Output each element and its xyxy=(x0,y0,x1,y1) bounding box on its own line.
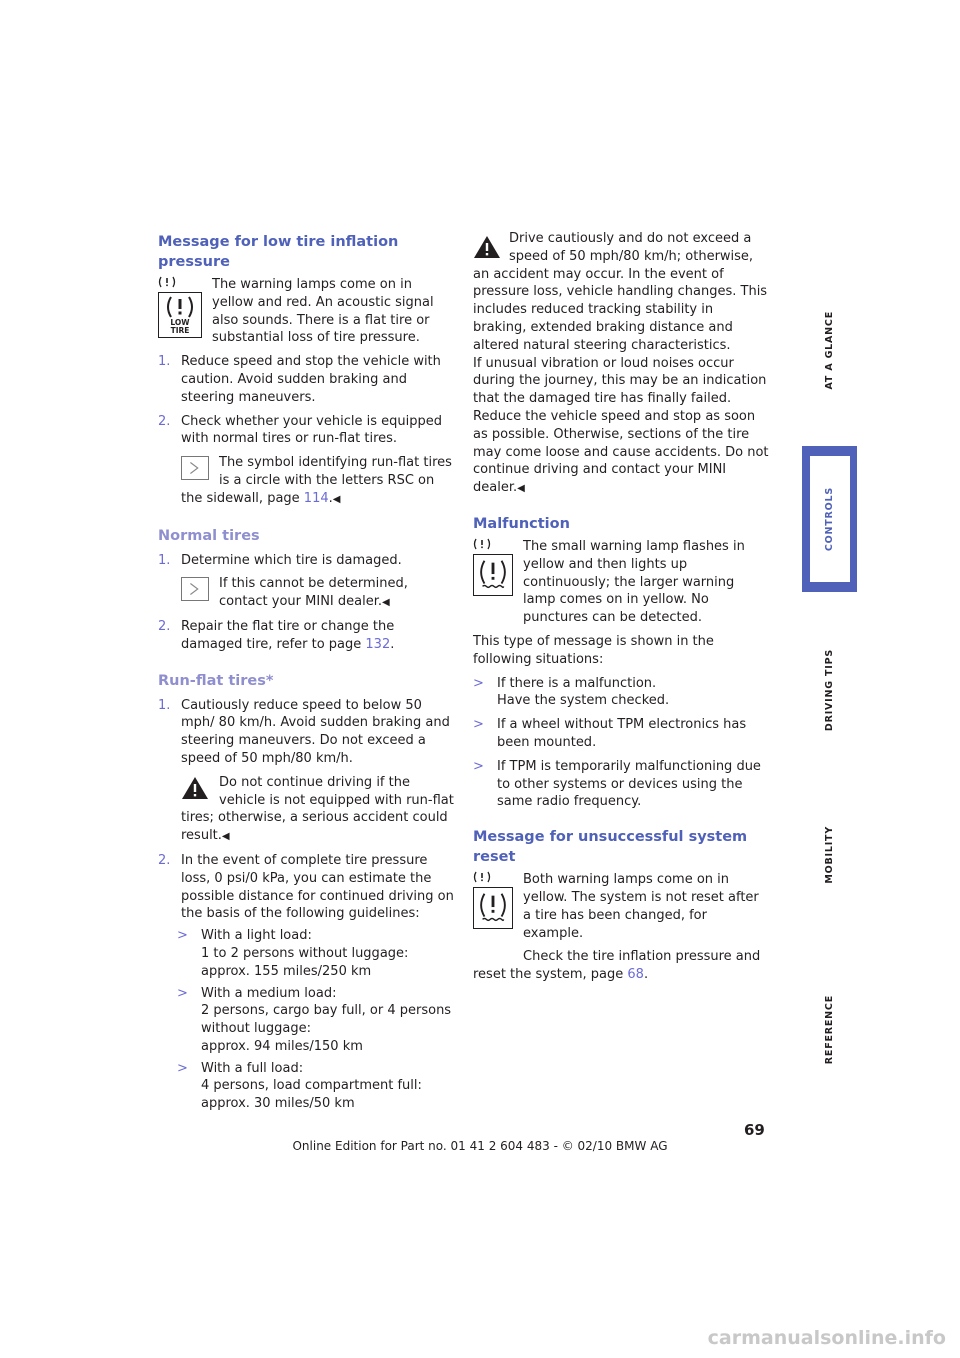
step-text: Cautiously reduce speed to below 50 mph/ 80 km/h. Avoid sudden braking and steering maneuvers. Do not exceed a speed of 50 mph/80 km/h. xyxy=(181,697,450,766)
heading-normal-tires: Normal tires xyxy=(158,527,260,544)
step-text: In the event of complete tire pressure loss, 0 psi/0 kPa, you can estimate the possible distance for continued driving on the basis of the following guidelines: xyxy=(181,852,454,922)
bullet-glyph: > xyxy=(473,758,484,774)
run-flat-warning-text-2: If unusual vibration or loud noises occur during the journey, this may be an indication that the damaged tire has finally failed. Reduce the vehicle speed and stop as soon as possible. Otherwise, sections of the tire may come loose and cause accidents. Do not continue driving and contact your MINI dealer. xyxy=(473,355,769,496)
bullet-text: 4 persons, load compartment full: xyxy=(201,1078,422,1094)
bullet-text: approx. 94 miles/150 km xyxy=(201,1038,363,1054)
bullet-text: Have the system checked. xyxy=(497,693,670,709)
heading-malfunction: Malfunction xyxy=(473,515,570,532)
tab-at-a-glance[interactable]: AT A GLANCE xyxy=(823,310,835,390)
page-link-68[interactable]: 68 xyxy=(627,967,644,983)
bullet-text: If there is a malfunction. xyxy=(497,675,657,691)
low-tire-warning-icon xyxy=(158,292,202,338)
tab-mobility[interactable]: MOBILITY xyxy=(823,826,835,884)
low-tire-description: The warning lamps come on in yellow and red. An acoustic signal also sounds. There is a flat tire or substantial loss of tire pressure. xyxy=(212,277,434,346)
reset-lamps xyxy=(473,871,513,929)
small-tire-warning-icon xyxy=(473,538,491,550)
bullet-text: If TPM is temporarily malfunctioning due to other systems or devices using the same radio frequency. xyxy=(497,758,761,810)
step-text: Determine which tire is damaged. xyxy=(181,552,402,568)
end-mark: ◀ xyxy=(382,597,390,609)
page-number: 69 xyxy=(744,1121,765,1139)
bullet-glyph: > xyxy=(177,928,188,944)
step-number: 2. xyxy=(158,413,171,429)
bullet-glyph: > xyxy=(177,1060,188,1076)
page-link-114[interactable]: 114 xyxy=(303,490,329,506)
period: . xyxy=(643,967,649,983)
tab-reference[interactable]: REFERENCE xyxy=(823,995,835,1065)
small-tire-warning-icon xyxy=(473,871,491,883)
left-column xyxy=(158,230,454,1113)
bullet-glyph: > xyxy=(177,985,188,1001)
bullet-glyph: > xyxy=(473,675,484,691)
end-mark: ◀ xyxy=(221,831,230,843)
right-column xyxy=(473,230,769,984)
bullet-text: approx. 155 miles/250 km xyxy=(201,963,372,979)
step-number: 1. xyxy=(158,697,171,713)
bullet-text: approx. 30 miles/50 km xyxy=(201,1096,355,1112)
bullet-text: With a full load: xyxy=(201,1060,304,1076)
step-text: Reduce speed and stop the vehicle with caution. Avoid sudden braking and steering maneuvers. xyxy=(181,354,441,405)
bullet-text: 2 persons, cargo bay full, or 4 persons without luggage: xyxy=(201,1003,452,1037)
bullet-text: 1 to 2 persons without luggage: xyxy=(201,945,409,961)
low-tire-lamp-label: LOW TIRE xyxy=(170,318,190,335)
malfunction-intro: This type of message is shown in the following situations: xyxy=(473,633,714,667)
low-tire-lamps xyxy=(158,276,202,338)
malfunction-description: The small warning lamp flashes in yellow and then lights up continuously; the larger warning lamp comes on in yellow. No punctures can be detected. xyxy=(523,538,745,626)
rsc-text: The symbol identifying run-flat tires is a circle with the letters RSC on the sidewall, page xyxy=(181,455,452,506)
heading-low-tire-pressure: Message for low tire inflation pressure xyxy=(158,234,399,270)
step-number: 1. xyxy=(158,354,171,370)
reset-description: Both warning lamps come on in yellow. The system is not reset after a tire has been changed, for example. xyxy=(523,872,759,941)
watermark: carmanualsonline.info xyxy=(707,1327,946,1349)
run-flat-warning-text: Drive cautiously and do not exceed a speed of 50 mph/80 km/h; otherwise, an accident may occur. In the event of pressure loss, vehicle handling changes. This includes reduced tracking stability in braking, extended braking distance and altered natural steering characteristics. xyxy=(473,231,768,353)
end-mark: ◀ xyxy=(517,483,525,495)
note-icon xyxy=(181,456,209,480)
bullet-text: With a light load: xyxy=(201,928,312,944)
warning-triangle-icon xyxy=(473,234,501,260)
warning-text: Do not continue driving if the vehicle is not equipped with run-flat tires; otherwise, a serious accident could result. xyxy=(181,774,454,844)
step-text: Check whether your vehicle is equipped with normal tires or run-flat tires. xyxy=(181,413,442,447)
note-icon xyxy=(181,577,209,601)
period: . xyxy=(390,636,395,652)
heading-unsuccessful-reset: Message for unsuccessful system reset xyxy=(473,829,748,866)
malfunction-lamps xyxy=(473,538,513,596)
heading-run-flat-tires: Run-flat tires* xyxy=(158,672,274,689)
period: . xyxy=(328,490,333,506)
tab-driving-tips[interactable]: DRIVING TIPS xyxy=(823,648,835,732)
step-number: 2. xyxy=(158,852,171,868)
bullet-text: With a medium load: xyxy=(201,985,337,1001)
tire-warning-icon xyxy=(473,554,513,596)
footer: Online Edition for Part no. 01 41 2 604 483 - © 02/10 BMW AG xyxy=(292,1139,668,1153)
tire-warning-icon xyxy=(473,887,513,929)
tab-controls[interactable]: CONTROLS xyxy=(802,446,857,592)
warning-triangle-icon xyxy=(181,775,209,801)
reset-text: Check the tire inflation pressure and reset the system, page xyxy=(473,949,761,983)
step-text: Repair the flat tire or change the damaged tire, refer to page xyxy=(181,618,395,652)
note-text: If this cannot be determined, contact your MINI dealer. xyxy=(219,576,408,610)
bullet-glyph: > xyxy=(473,717,484,733)
small-tire-warning-icon xyxy=(158,276,176,288)
end-mark: ◀ xyxy=(332,493,341,505)
step-number: 2. xyxy=(158,618,171,634)
bullet-text: If a wheel without TPM electronics has been mounted. xyxy=(497,717,747,750)
step-number: 1. xyxy=(158,552,171,568)
page-link-132[interactable]: 132 xyxy=(365,636,391,652)
